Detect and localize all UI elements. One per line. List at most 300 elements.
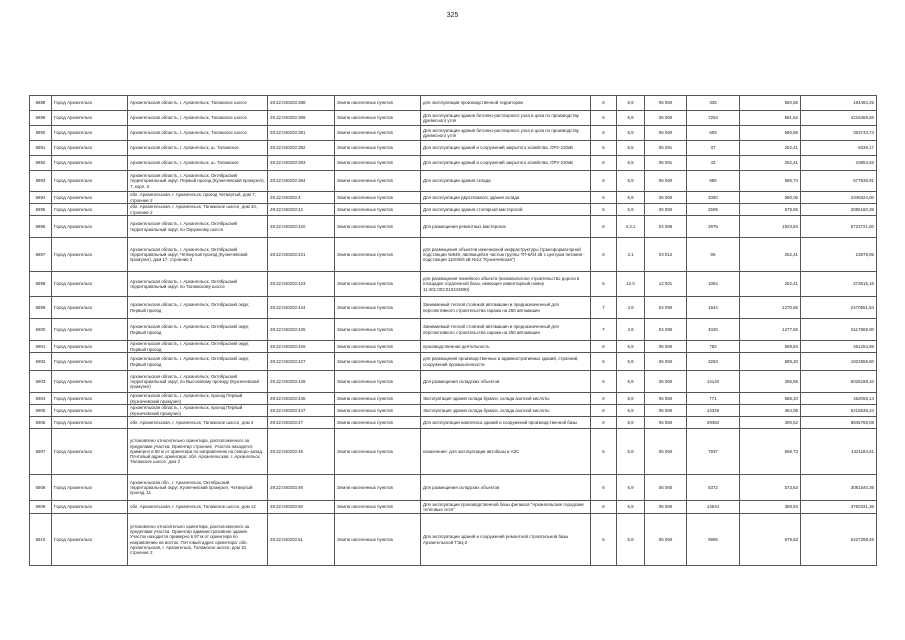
area-cell: 7937 bbox=[687, 429, 740, 475]
permitted-use-cell: Для размещения складских объектов bbox=[421, 475, 591, 501]
permitted-use-cell: для эксплуатации производственной территории bbox=[421, 96, 591, 111]
address-cell: Архангельская область, г. Архангельск, проезд Первый (Кузнечевский промузел) bbox=[128, 405, 268, 417]
cadastral-value-cell: 5028188,10 bbox=[801, 371, 877, 393]
cadastral-value-cell: 5216538,24 bbox=[801, 405, 877, 417]
municipality-cell: Город Архангельск bbox=[52, 353, 128, 371]
cadastral-number-cell: 29:22:040203:427 bbox=[268, 353, 335, 371]
municipality-cell: Город Архангельск bbox=[52, 272, 128, 297]
permitted-use-cell: Для размещения складских объектов bbox=[421, 371, 591, 393]
group-cell: 7 bbox=[591, 297, 617, 319]
classifier-code-cell: 06 060 bbox=[645, 501, 687, 514]
cadastral-number-cell: 29:22:040203:393 bbox=[268, 156, 335, 171]
use-code-cell: 6,9 bbox=[617, 111, 645, 126]
address-cell: Архангельская область, г. Архангельск, Октябрьский округ, Первый проезд bbox=[128, 341, 268, 353]
specific-value-cell: 252,41 bbox=[740, 238, 801, 272]
municipality-cell: Город Архангельск bbox=[52, 216, 128, 238]
row-number: 6910 bbox=[30, 514, 52, 566]
table-row bbox=[30, 514, 877, 566]
permitted-use-cell: для размещения объектов инженерной инфраструктуры (трансформаторной подстанции №849, являющейся частью группы ТП-6/04 кВ с центром питания - подстанция 110/35/6 кВ №12 "Кузнечевская") bbox=[421, 238, 591, 272]
group-cell: 6 bbox=[591, 353, 617, 371]
cadastral-number-cell: 29:22:040203:49 bbox=[268, 475, 335, 501]
area-cell: 7253 bbox=[687, 111, 740, 126]
permitted-use-cell: Эксплуатация здания склада бумаги, склада азотной кислоты bbox=[421, 405, 591, 417]
cadastral-number-cell: 29:22:040203:424 bbox=[268, 297, 335, 319]
table-row bbox=[30, 371, 877, 393]
address-cell: установлено относительно ориентира, расположенного за пределами участка. Ориентир строение. Участок находится примерно в 50 м от ориентира по направлению на северо-запад. Почтовый адрес ориентира: обл. Архангельская, г. Архангельск, Талажское шоссе, дом 2 bbox=[128, 429, 268, 475]
area-cell: 14328 bbox=[687, 405, 740, 417]
classifier-code-cell: 06 060 bbox=[645, 371, 687, 393]
group-cell: 6 bbox=[591, 192, 617, 204]
use-code-cell: 6,9 bbox=[617, 393, 645, 405]
page-number: 325 bbox=[446, 12, 459, 19]
address-cell: Архангельская область, г. Архангельск, проезд Первый (Кузнечевский промузел) bbox=[128, 393, 268, 405]
specific-value-cell: 364,08 bbox=[740, 405, 801, 417]
permitted-use-cell: назначение: для эксплуатации автобазы и АЗС bbox=[421, 429, 591, 475]
use-code-cell: 6,9 bbox=[617, 192, 645, 204]
classifier-code-cell: 06 060 bbox=[645, 171, 687, 192]
classifier-code-cell: 06 060 bbox=[645, 475, 687, 501]
specific-value-cell: 1270,66 bbox=[740, 297, 801, 319]
classifier-code-cell: 12 001 bbox=[645, 272, 687, 297]
land-category-cell: Земли населенных пунктов bbox=[335, 341, 421, 353]
area-cell: 1944 bbox=[687, 297, 740, 319]
permitted-use-cell: Для эксплуатации производственной базы филиала "Архангельские городские тепловые сети" bbox=[421, 501, 591, 514]
table-body bbox=[30, 96, 877, 566]
area-cell: 771 bbox=[687, 393, 740, 405]
table-row bbox=[30, 171, 877, 192]
specific-value-cell: 589,84 bbox=[740, 341, 801, 353]
land-category-cell: Земли населенных пунктов bbox=[335, 429, 421, 475]
specific-value-cell: 586,74 bbox=[740, 171, 801, 192]
permitted-use-cell: Для размещения ремонтных мастерских bbox=[421, 216, 591, 238]
permitted-use-cell: для размещения линейного объекта (низковольтное строительство дороги в площадке отдаленной базы, имеющее инвентарный номер 11:401:002:010242590) bbox=[421, 272, 591, 297]
cadastral-number-cell: 29:22:040203:4 bbox=[268, 192, 335, 204]
address-cell: Архангельская область, г. Архангельск, Талажское шоссе bbox=[128, 111, 268, 126]
land-category-cell: Земли населенных пунктов bbox=[335, 417, 421, 429]
use-code-cell: 3.1 bbox=[617, 238, 645, 272]
cadastral-value-cell: 353743,74 bbox=[801, 126, 877, 141]
address-cell: обл. Архангельская, г. Архангельск, Талажское шоссе, дом 4 bbox=[128, 417, 268, 429]
row-number: 6894 bbox=[30, 192, 52, 204]
row-number: 6903 bbox=[30, 371, 52, 393]
area-cell: 9955 bbox=[687, 514, 740, 566]
use-code-cell: 4.9 bbox=[617, 319, 645, 341]
classifier-code-cell: 04 096 bbox=[645, 216, 687, 238]
specific-value-cell: 589,20 bbox=[740, 353, 801, 371]
permitted-use-cell: производственная деятельность bbox=[421, 341, 591, 353]
permitted-use-cell: Для эксплуатации зданий и сооружений ремонтной строительной базы Архангельской ТЭЦ-2 bbox=[421, 514, 591, 566]
land-category-cell: Земли населенных пунктов bbox=[335, 192, 421, 204]
classifier-code-cell: 06 060 bbox=[645, 192, 687, 204]
row-number: 6889 bbox=[30, 111, 52, 126]
specific-value-cell: 1277,50 bbox=[740, 319, 801, 341]
municipality-cell: Город Архангельск bbox=[52, 393, 128, 405]
address-cell: Архангельская область, г. Архангельск, Талажское шоссе bbox=[128, 96, 268, 111]
land-category-cell: Земли населенных пунктов bbox=[335, 514, 421, 566]
address-cell: Архангельская область, г. Архангельск, Октябрьский округ, Первый проезд bbox=[128, 353, 268, 371]
row-number: 6890 bbox=[30, 126, 52, 141]
use-code-cell: 6,5 bbox=[617, 141, 645, 156]
permitted-use-cell: Для эксплуатации здания столярной мастерской bbox=[421, 204, 591, 216]
group-cell: 6 bbox=[591, 341, 617, 353]
row-number: 6897 bbox=[30, 238, 52, 272]
cadastral-number-cell: 29:22:040203:421 bbox=[268, 238, 335, 272]
land-category-cell: Земли населенных пунктов bbox=[335, 141, 421, 156]
cadastral-number-cell: 29:22:040203:420 bbox=[268, 216, 335, 238]
area-cell: 5372 bbox=[687, 475, 740, 501]
permitted-use-cell: Для эксплуатации двухэтажного здания склада bbox=[421, 192, 591, 204]
use-code-cell: 6,9 bbox=[617, 371, 645, 393]
permitted-use-cell: Занимаемый теплой стоянкой автомашин и предназначенный для перспективного строительства гаража на 250 автомашин bbox=[421, 319, 591, 341]
classifier-code-cell: 06 060 bbox=[645, 204, 687, 216]
table-row bbox=[30, 216, 877, 238]
address-cell: Архангельская область, г. Архангельск, Октябрьский территориальный округ, по Талажскому шоссе bbox=[128, 272, 268, 297]
row-number: 6892 bbox=[30, 156, 52, 171]
specific-value-cell: 1923,84 bbox=[740, 216, 801, 238]
group-cell: 6 bbox=[591, 417, 617, 429]
row-number: 6898 bbox=[30, 272, 52, 297]
classifier-code-cell: 06 060 bbox=[645, 96, 687, 111]
table-row bbox=[30, 319, 877, 341]
land-category-cell: Земли населенных пунктов bbox=[335, 171, 421, 192]
group-cell: 6 bbox=[591, 96, 617, 111]
classifier-code-cell: 06 091 bbox=[645, 141, 687, 156]
area-cell: 95 bbox=[687, 238, 740, 272]
land-category-cell: Земли населенных пунктов bbox=[335, 475, 421, 501]
area-cell: 43 bbox=[687, 156, 740, 171]
group-cell: 6 bbox=[591, 272, 617, 297]
use-code-cell: 6,9 bbox=[617, 417, 645, 429]
area-cell: 609 bbox=[687, 126, 740, 141]
permitted-use-cell: Для эксплуатации здания бетонно-растворного узла и цеха по производству древесного угля bbox=[421, 111, 591, 126]
land-category-cell: Земли населенных пунктов bbox=[335, 156, 421, 171]
group-cell: 6 bbox=[591, 501, 617, 514]
table-row bbox=[30, 429, 877, 475]
permitted-use-cell: Для эксплуатации зданий и сооружений закрытого хозяйства, ОРУ-220кВ bbox=[421, 141, 591, 156]
specific-value-cell: 581,62 bbox=[740, 111, 801, 126]
address-cell: обл. Архангельская, г. Архангельск, Талажское шоссе, дом 10, строение 2 bbox=[128, 204, 268, 216]
row-number: 6906 bbox=[30, 417, 52, 429]
cadastral-value-cell: 461254,88 bbox=[801, 341, 877, 353]
table-row bbox=[30, 417, 877, 429]
table-row bbox=[30, 272, 877, 297]
row-number: 6888 bbox=[30, 96, 52, 111]
municipality-cell: Город Архангельск bbox=[52, 141, 128, 156]
use-code-cell: 6,9 bbox=[617, 475, 645, 501]
municipality-cell: Город Архангельск bbox=[52, 429, 128, 475]
use-code-cell: 4.9 bbox=[617, 297, 645, 319]
use-code-cell: 6,9 bbox=[617, 353, 645, 371]
table-row bbox=[30, 297, 877, 319]
municipality-cell: Город Архангельск bbox=[52, 319, 128, 341]
row-number: 6893 bbox=[30, 171, 52, 192]
group-cell: 6 bbox=[591, 156, 617, 171]
use-code-cell: 6,9 bbox=[617, 501, 645, 514]
cadastral-value-cell: 10853,63 bbox=[801, 156, 877, 171]
classifier-code-cell: 06 060 bbox=[645, 341, 687, 353]
specific-value-cell: 573,63 bbox=[740, 475, 801, 501]
table-row bbox=[30, 96, 877, 111]
area-cell: 2975 bbox=[687, 216, 740, 238]
cadastral-value-cell: 273615,16 bbox=[801, 272, 877, 297]
specific-value-cell: 252,41 bbox=[740, 141, 801, 156]
cadastral-number-cell: 29:22:040203:423 bbox=[268, 272, 335, 297]
municipality-cell: Город Архангельск bbox=[52, 96, 128, 111]
municipality-cell: Город Архангельск bbox=[52, 501, 128, 514]
municipality-cell: Город Архангельск bbox=[52, 204, 128, 216]
classifier-code-cell: 03 012 bbox=[645, 238, 687, 272]
permitted-use-cell: Для эксплуатации комплекса зданий и сооружений производственной базы bbox=[421, 417, 591, 429]
area-cell: 4026 bbox=[687, 319, 740, 341]
row-number: 6905 bbox=[30, 405, 52, 417]
area-cell: 14140 bbox=[687, 371, 740, 393]
cadastral-value-cell: 3750331,36 bbox=[801, 501, 877, 514]
cadastral-number-cell: 29:22:040203:394 bbox=[268, 171, 335, 192]
use-code-cell: 6,9 bbox=[617, 405, 645, 417]
group-cell: 6 bbox=[591, 405, 617, 417]
classifier-code-cell: 04 090 bbox=[645, 297, 687, 319]
land-category-cell: Земли населенных пунктов bbox=[335, 393, 421, 405]
group-cell: 6 bbox=[591, 238, 617, 272]
row-number: 6904 bbox=[30, 393, 52, 405]
classifier-code-cell: 04 090 bbox=[645, 319, 687, 341]
table-row bbox=[30, 192, 877, 204]
cadastral-number-cell: 29:22:040203:388 bbox=[268, 96, 335, 111]
address-cell: обл. Архангельская, г. Архангельск, Талажское шоссе, дом 12 bbox=[128, 501, 268, 514]
land-category-cell: Земли населенных пунктов bbox=[335, 405, 421, 417]
group-cell: 6 bbox=[591, 429, 617, 475]
row-number: 6900 bbox=[30, 319, 52, 341]
use-code-cell: 6,9 bbox=[617, 514, 645, 566]
municipality-cell: Город Архангельск bbox=[52, 371, 128, 393]
address-cell: Архангельская область, г. Архангельск, Талажское шоссе bbox=[128, 126, 268, 141]
specific-value-cell: 569,73 bbox=[740, 429, 801, 475]
specific-value-cell: 252,41 bbox=[740, 156, 801, 171]
table-row bbox=[30, 353, 877, 371]
group-cell: 6 bbox=[591, 141, 617, 156]
cadastral-value-cell: 1922559,60 bbox=[801, 353, 877, 371]
specific-value-cell: 579,65 bbox=[740, 204, 801, 216]
area-cell: 335 bbox=[687, 96, 740, 111]
area-cell: 782 bbox=[687, 341, 740, 353]
municipality-cell: Город Архангельск bbox=[52, 475, 128, 501]
municipality-cell: Город Архангельск bbox=[52, 171, 128, 192]
specific-value-cell: 300,62 bbox=[740, 417, 801, 429]
specific-value-cell: 356,55 bbox=[740, 371, 801, 393]
use-code-cell: 6,5 bbox=[617, 156, 645, 171]
cadastral-number-cell: 29:22:040203:428 bbox=[268, 371, 335, 393]
cadastral-value-cell: 8845768,08 bbox=[801, 417, 877, 429]
permitted-use-cell: Для эксплуатации здания бетонно-растворного узла и цеха по производству древесного угля bbox=[421, 126, 591, 141]
classifier-code-cell: 06 060 bbox=[645, 417, 687, 429]
address-cell: Архангельская область, г. Архангельск, Октябрьский территориальный округ, по Окружному шоссе bbox=[128, 216, 268, 238]
land-category-cell: Земли населенных пунктов bbox=[335, 297, 421, 319]
cadastral-value-cell: 452068,14 bbox=[801, 393, 877, 405]
address-cell: Архангельская обл., г. Архангельск, Октябрьский территориальный округ, Кузнечевский промузел, Четвертый проезд, 11 bbox=[128, 475, 268, 501]
specific-value-cell: 560,56 bbox=[740, 96, 801, 111]
use-code-cell: 6,9 bbox=[617, 341, 645, 353]
cadastral-value-cell: 5117559,00 bbox=[801, 319, 877, 341]
use-code-cell: 6,9 bbox=[617, 204, 645, 216]
specific-value-cell: 358,94 bbox=[740, 501, 801, 514]
cadastral-value-cell: 4421184,61 bbox=[801, 429, 877, 475]
cadastral-number-cell: 29:22:040203:391 bbox=[268, 126, 335, 141]
municipality-cell: Город Архангельск bbox=[52, 156, 128, 171]
municipality-cell: Город Архангельск bbox=[52, 126, 128, 141]
address-cell: Архангельская область, г. Архангельск, Октябрьский территориальный округ, Четвертый проезд (Кузнечевский промузел), дом 17, строение 2 bbox=[128, 238, 268, 272]
classifier-code-cell: 06 060 bbox=[645, 353, 687, 371]
cadastral-number-cell: 29:22:040203:426 bbox=[268, 341, 335, 353]
row-number: 6891 bbox=[30, 141, 52, 156]
cadastral-number-cell: 29:22:040203:51 bbox=[268, 514, 335, 566]
table-row bbox=[30, 405, 877, 417]
group-cell: 6 bbox=[591, 216, 617, 238]
cadastral-value-cell: 2349324,00 bbox=[801, 192, 877, 204]
cadastral-number-cell: 29:22:040203:47 bbox=[268, 417, 335, 429]
address-cell: обл. Архангельская, г. Архангельск, проезд Четвертый, дом 7, строение 2 bbox=[128, 192, 268, 204]
address-cell: Архангельская область, г. Архангельск, ш. Талажское bbox=[128, 156, 268, 171]
classifier-code-cell: 06 060 bbox=[645, 393, 687, 405]
permitted-use-cell: Занимаемый теплой стоянкой автомашин и предназначенный для перспективного строительства гаража на 250 автомашин bbox=[421, 297, 591, 319]
area-cell: 3263 bbox=[687, 353, 740, 371]
use-code-cell: 4.3.1 bbox=[617, 216, 645, 238]
cadastral-number-cell: 29:22:040203:446 bbox=[268, 393, 335, 405]
row-number: 6901 bbox=[30, 341, 52, 353]
group-cell: 6 bbox=[591, 126, 617, 141]
table-row bbox=[30, 111, 877, 126]
table-row bbox=[30, 341, 877, 353]
address-cell: Архангельская область, г. Архангельск, Октябрьский территориальный округ, по Высоковому проезду (Кузнечевский промузел) bbox=[128, 371, 268, 393]
table-row bbox=[30, 501, 877, 514]
land-category-cell: Земли населенных пунктов bbox=[335, 371, 421, 393]
land-category-cell: Земли населенных пунктов bbox=[335, 96, 421, 111]
table-row bbox=[30, 204, 877, 216]
table-row bbox=[30, 126, 877, 141]
group-cell: 6 bbox=[591, 514, 617, 566]
area-cell: 37 bbox=[687, 141, 740, 156]
municipality-cell: Город Архангельск bbox=[52, 514, 128, 566]
classifier-code-cell: 06 091 bbox=[645, 156, 687, 171]
use-code-cell: 6,9 bbox=[617, 96, 645, 111]
cadastral-value-cell: 5427298,45 bbox=[801, 514, 877, 566]
land-category-cell: Земли населенных пунктов bbox=[335, 111, 421, 126]
cadastral-value-cell: 194484,25 bbox=[801, 96, 877, 111]
specific-value-cell: 252,41 bbox=[740, 272, 801, 297]
cadastral-value-cell: 577938,91 bbox=[801, 171, 877, 192]
use-code-cell: 6,9 bbox=[617, 429, 645, 475]
row-number: 6907 bbox=[30, 429, 52, 475]
area-cell: 985 bbox=[687, 171, 740, 192]
group-cell: 6 bbox=[591, 393, 617, 405]
cadastral-value-cell: 9339,17 bbox=[801, 141, 877, 156]
row-number: 6909 bbox=[30, 501, 52, 514]
area-cell: 29484 bbox=[687, 417, 740, 429]
row-number: 6896 bbox=[30, 216, 52, 238]
municipality-cell: Город Архангельск bbox=[52, 192, 128, 204]
cadastral-value-cell: 3081540,36 bbox=[801, 475, 877, 501]
area-cell: 2599 bbox=[687, 204, 740, 216]
table-row bbox=[30, 141, 877, 156]
land-category-cell: Земли населенных пунктов bbox=[335, 216, 421, 238]
cadastral-value-cell: 23978,95 bbox=[801, 238, 877, 272]
address-cell: Архангельская область, г. Архангельск, Октябрьский территориальный округ, Первый проезд (Кузнечевский промузел), 7, корп. 3 bbox=[128, 171, 268, 192]
group-cell: 6 bbox=[591, 111, 617, 126]
permitted-use-cell: Эксплуатация здания склада бумаги, склада азотной кислоты bbox=[421, 393, 591, 405]
cadastral-number-cell: 29:22:040203:447 bbox=[268, 405, 335, 417]
cadastral-number-cell: 29:22:040203:425 bbox=[268, 319, 335, 341]
cadastral-value-cell: 5723721,50 bbox=[801, 216, 877, 238]
land-category-cell: Земли населенных пунктов bbox=[335, 319, 421, 341]
group-cell: 6 bbox=[591, 475, 617, 501]
classifier-code-cell: 06 060 bbox=[645, 514, 687, 566]
table-row bbox=[30, 238, 877, 272]
classifier-code-cell: 06 060 bbox=[645, 126, 687, 141]
address-cell: Архангельская область, г. Архангельск, Октябрьский округ, Первый проезд bbox=[128, 297, 268, 319]
use-code-cell: 6,9 bbox=[617, 126, 645, 141]
table-row bbox=[30, 393, 877, 405]
row-number: 6908 bbox=[30, 475, 52, 501]
land-category-cell: Земли населенных пунктов bbox=[335, 238, 421, 272]
table-row bbox=[30, 156, 877, 171]
cadastral-value-table bbox=[29, 95, 877, 566]
classifier-code-cell: 06 060 bbox=[645, 429, 687, 475]
address-cell: установлено относительно ориентира, расположенного за пределами участка. Ориентир административное здание. Участок находится примерно в 97 м от ориентира по направлению на восток. Почтовый адрес ориентира: обл. Архангельская, г. Архангельск, Талажское шоссе, дом 10, строение 2 bbox=[128, 514, 268, 566]
use-code-cell: 6,9 bbox=[617, 171, 645, 192]
municipality-cell: Город Архангельск bbox=[52, 297, 128, 319]
specific-value-cell: 579,53 bbox=[740, 514, 801, 566]
specific-value-cell: 586,34 bbox=[740, 393, 801, 405]
municipality-cell: Город Архангельск bbox=[52, 417, 128, 429]
land-category-cell: Земли населенных пунктов bbox=[335, 501, 421, 514]
row-number: 6902 bbox=[30, 353, 52, 371]
use-code-cell: 12.0 bbox=[617, 272, 645, 297]
area-cell: 14544 bbox=[687, 501, 740, 514]
address-cell: Архангельская область, г. Архангельск, Октябрьский округ, Первый проезд bbox=[128, 319, 268, 341]
specific-value-cell: 580,86 bbox=[740, 126, 801, 141]
cadastral-number-cell: 29:22:040203:42 bbox=[268, 204, 335, 216]
cadastral-value-cell: 2470551,84 bbox=[801, 297, 877, 319]
classifier-code-cell: 06 060 bbox=[645, 111, 687, 126]
address-cell: Архангельская область, г. Архангельск, ш. Талажское bbox=[128, 141, 268, 156]
row-number: 6895 bbox=[30, 204, 52, 216]
municipality-cell: Город Архангельск bbox=[52, 111, 128, 126]
land-category-cell: Земли населенных пунктов bbox=[335, 272, 421, 297]
municipality-cell: Город Архангельск bbox=[52, 341, 128, 353]
classifier-code-cell: 06 060 bbox=[645, 405, 687, 417]
land-category-cell: Земли населенных пунктов bbox=[335, 353, 421, 371]
cadastral-value-cell: 2086160,35 bbox=[801, 204, 877, 216]
group-cell: 7 bbox=[591, 319, 617, 341]
table-row bbox=[30, 475, 877, 501]
group-cell: 6 bbox=[591, 371, 617, 393]
land-category-cell: Земли населенных пунктов bbox=[335, 204, 421, 216]
cadastral-value-cell: 4218469,66 bbox=[801, 111, 877, 126]
cadastral-number-cell: 29:22:040203:389 bbox=[268, 111, 335, 126]
municipality-cell: Город Архангельск bbox=[52, 238, 128, 272]
cadastral-number-cell: 29:22:040203:48 bbox=[268, 429, 335, 475]
area-cell: 4050 bbox=[687, 192, 740, 204]
group-cell: 6 bbox=[591, 171, 617, 192]
permitted-use-cell: Для эксплуатации зданий и сооружений закрытого хозяйства, ОРУ-220кВ bbox=[421, 156, 591, 171]
permitted-use-cell: Для эксплуатации здания склада bbox=[421, 171, 591, 192]
land-category-cell: Земли населенных пунктов bbox=[335, 126, 421, 141]
row-number: 6899 bbox=[30, 297, 52, 319]
municipality-cell: Город Архангельск bbox=[52, 405, 128, 417]
permitted-use-cell: для размещения производственных и административных зданий, строений, сооружений промышленности bbox=[421, 353, 591, 371]
area-cell: 1084 bbox=[687, 272, 740, 297]
cadastral-number-cell: 29:22:040203:50 bbox=[268, 501, 335, 514]
cadastral-number-cell: 29:22:040203:392 bbox=[268, 141, 335, 156]
